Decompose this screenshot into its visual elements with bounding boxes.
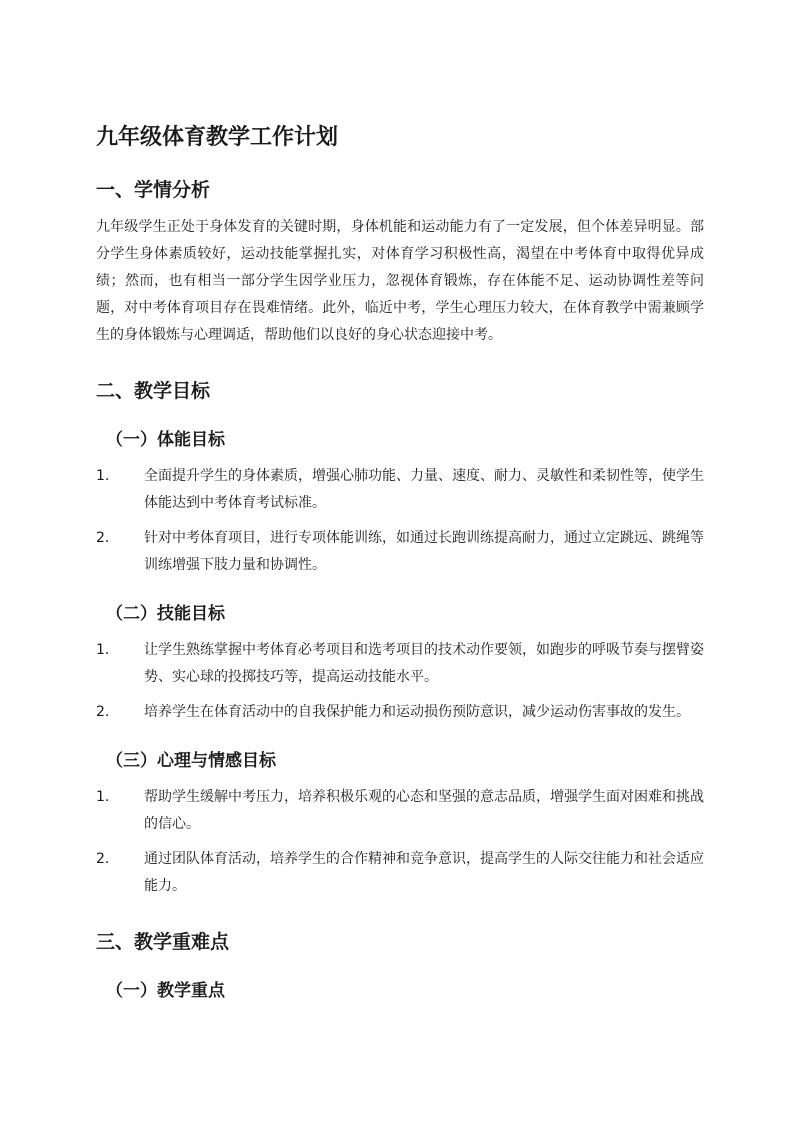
list-item	[96, 525, 704, 579]
list-number: 2.	[96, 851, 110, 867]
list-item	[96, 637, 704, 691]
list-text: 针对中考体育项目，进行专项体能训练，如通过长跑训练提高耐力，通过立定跳远、跳绳等训练增强下肢力量和协调性。	[144, 530, 704, 573]
list-item	[96, 784, 704, 838]
subheading-teaching-focus: （一）教学重点	[106, 981, 225, 1001]
list-number: 2.	[96, 704, 110, 720]
list-text: 培养学生在体育活动中的自我保护能力和运动损伤预防意识，减少运动伤害事故的发生。	[144, 704, 690, 720]
list-item	[96, 463, 704, 517]
list-item	[96, 699, 704, 726]
list-number: 1.	[96, 642, 110, 658]
list-number: 2.	[96, 530, 110, 546]
fitness-goals-list	[96, 463, 704, 579]
list-text: 帮助学生缓解中考压力，培养积极乐观的心态和坚强的意志品质，增强学生面对困难和挑战的信心。	[144, 789, 704, 832]
emotional-goals-list	[96, 784, 704, 900]
list-text: 让学生熟练掌握中考体育必考项目和选考项目的技术动作要领，如跑步的呼吸节奏与摆臂姿势、实心球的投掷技巧等，提高运动技能水平。	[144, 642, 704, 685]
subheading-emotional-goals: （三）心理与情感目标	[106, 751, 276, 771]
document-page	[96, 118, 704, 1014]
skill-goals-list	[96, 637, 704, 726]
list-text: 全面提升学生的身体素质，增强心肺功能、力量、速度、耐力、灵敏性和柔韧性等，使学生体能达到中考体育考试标准。	[144, 468, 704, 511]
analysis-paragraph: 九年级学生正处于身体发育的关键时期，身体机能和运动能力有了一定发展，但个体差异明显。部分学生身体素质较好，运动技能掌握扎实，对体育学习积极性高，渴望在中考体育中取得优异成绩；然而，也有相当一部分学生因学业压力，忽视体育锻炼，存在体能不足、运动协调性差等问题，对中考体育项目存在畏难情绪。此外，临近中考，学生心理压力较大，在体育教学中需兼顾学生的身体锻炼与心理调适，帮助他们以良好的身心状态迎接中考。	[96, 219, 704, 343]
list-item	[96, 846, 704, 900]
section-heading-goals: 二、教学目标	[96, 380, 211, 402]
subheading-skill-goals: （二）技能目标	[106, 604, 225, 624]
list-text: 通过团队体育活动，培养学生的合作精神和竞争意识，提高学生的人际交往能力和社会适应能力。	[144, 851, 704, 894]
list-number: 1.	[96, 468, 110, 484]
section-heading-key-points: 三、教学重难点	[96, 931, 230, 953]
list-number: 1.	[96, 789, 110, 805]
document-title: 九年级体育教学工作计划	[96, 125, 339, 150]
section-heading-analysis: 一、学情分析	[96, 179, 211, 201]
subheading-fitness-goals: （一）体能目标	[106, 430, 225, 450]
